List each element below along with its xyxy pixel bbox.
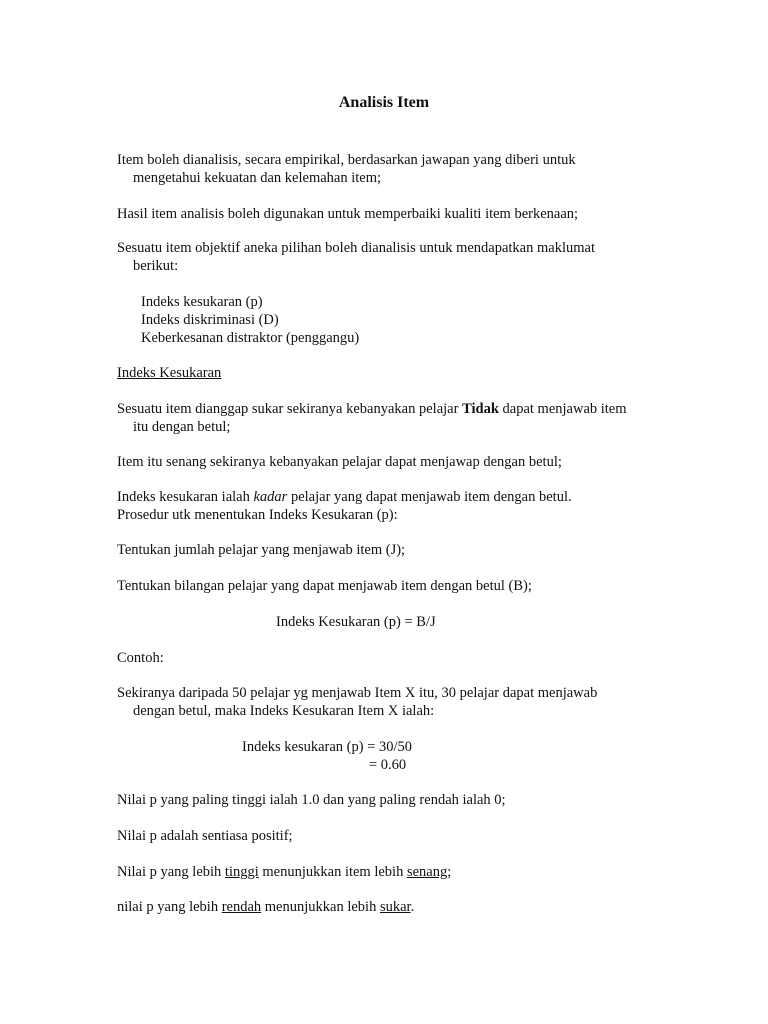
italic-text: kadar bbox=[253, 489, 288, 505]
formula-example-calc bbox=[242, 738, 542, 774]
paragraph-difficulty-definition bbox=[117, 488, 657, 524]
text-segment: nilai p yang lebih bbox=[117, 899, 222, 915]
text-line: Item boleh dianalisis, secara empirikal, berdasarkan jawapan yang diberi untuk bbox=[117, 152, 576, 168]
underlined-text: tinggi bbox=[224, 864, 259, 880]
text-line: Prosedur utk menentukan Indeks Kesukaran (p): bbox=[117, 507, 398, 523]
paragraph-step-correct: Tentukan bilangan pelajar yang dapat menjawab item dengan betul (B); bbox=[117, 578, 532, 594]
paragraph-p-positive: Nilai p adalah sentiasa positif; bbox=[117, 828, 293, 844]
example-label: Contoh: bbox=[117, 650, 164, 666]
paragraph-objective-item bbox=[117, 239, 657, 275]
page-title: Analisis Item bbox=[338, 94, 430, 111]
paragraph-step-total: Tentukan jumlah pelajar yang menjawab item (J); bbox=[117, 542, 406, 558]
formula-line: = 0.60 bbox=[369, 757, 407, 773]
section-heading: Indeks Kesukaran bbox=[117, 365, 222, 381]
text-segment: menunjukkan lebih bbox=[261, 899, 380, 915]
text-segment: menunjukkan item lebih bbox=[258, 864, 407, 880]
text-segment: ; bbox=[447, 864, 452, 880]
text-segment: pelajar yang dapat menjawab item dengan betul. bbox=[287, 489, 572, 505]
formula-line: Indeks kesukaran (p) = 30/50 bbox=[242, 739, 413, 755]
text-segment: Sesuatu item dianggap sukar sekiranya kebanyakan pelajar bbox=[117, 401, 463, 417]
text-line: berikut: bbox=[133, 258, 179, 274]
formula-difficulty-index: Indeks Kesukaran (p) = B/J bbox=[276, 614, 436, 630]
paragraph-analysis-usage: Hasil item analisis boleh digunakan untuk memperbaiki kualiti item berkenaan; bbox=[117, 206, 579, 222]
bold-text: Tidak bbox=[462, 401, 499, 417]
text-segment: . bbox=[410, 899, 415, 915]
paragraph-item-analysis-intro bbox=[117, 151, 657, 187]
underlined-text: senang bbox=[406, 864, 448, 880]
paragraph-lower-p bbox=[117, 898, 657, 916]
text-line: Sekiranya daripada 50 pelajar yg menjawab Item X itu, 30 pelajar dapat menjawab bbox=[117, 685, 598, 701]
index-list bbox=[117, 293, 657, 347]
text-line: dengan betul, maka Indeks Kesukaran Item X ialah: bbox=[133, 703, 435, 719]
text-line: Sesuatu item objektif aneka pilihan boleh dianalisis untuk mendapatkan maklumat bbox=[117, 240, 595, 256]
list-item: Indeks kesukaran (p) bbox=[141, 294, 263, 310]
list-item: Keberkesanan distraktor (penggangu) bbox=[141, 330, 360, 346]
list-item: Indeks diskriminasi (D) bbox=[141, 312, 279, 328]
underlined-text: sukar bbox=[379, 899, 411, 915]
paragraph-higher-p bbox=[117, 863, 657, 881]
paragraph-example bbox=[117, 684, 657, 720]
text-segment: Indeks kesukaran ialah bbox=[117, 489, 254, 505]
paragraph-easy-item: Item itu senang sekiranya kebanyakan pelajar dapat menjawap dengan betul; bbox=[117, 454, 562, 470]
text-segment: Nilai p yang lebih bbox=[117, 864, 225, 880]
text-line: itu dengan betul; bbox=[133, 419, 231, 435]
paragraph-p-range: Nilai p yang paling tinggi ialah 1.0 dan yang paling rendah ialah 0; bbox=[117, 792, 506, 808]
paragraph-difficult-item bbox=[117, 400, 657, 436]
text-line: mengetahui kekuatan dan kelemahan item; bbox=[133, 170, 382, 186]
text-segment: dapat menjawab item bbox=[498, 401, 627, 417]
underlined-text: rendah bbox=[221, 899, 262, 915]
